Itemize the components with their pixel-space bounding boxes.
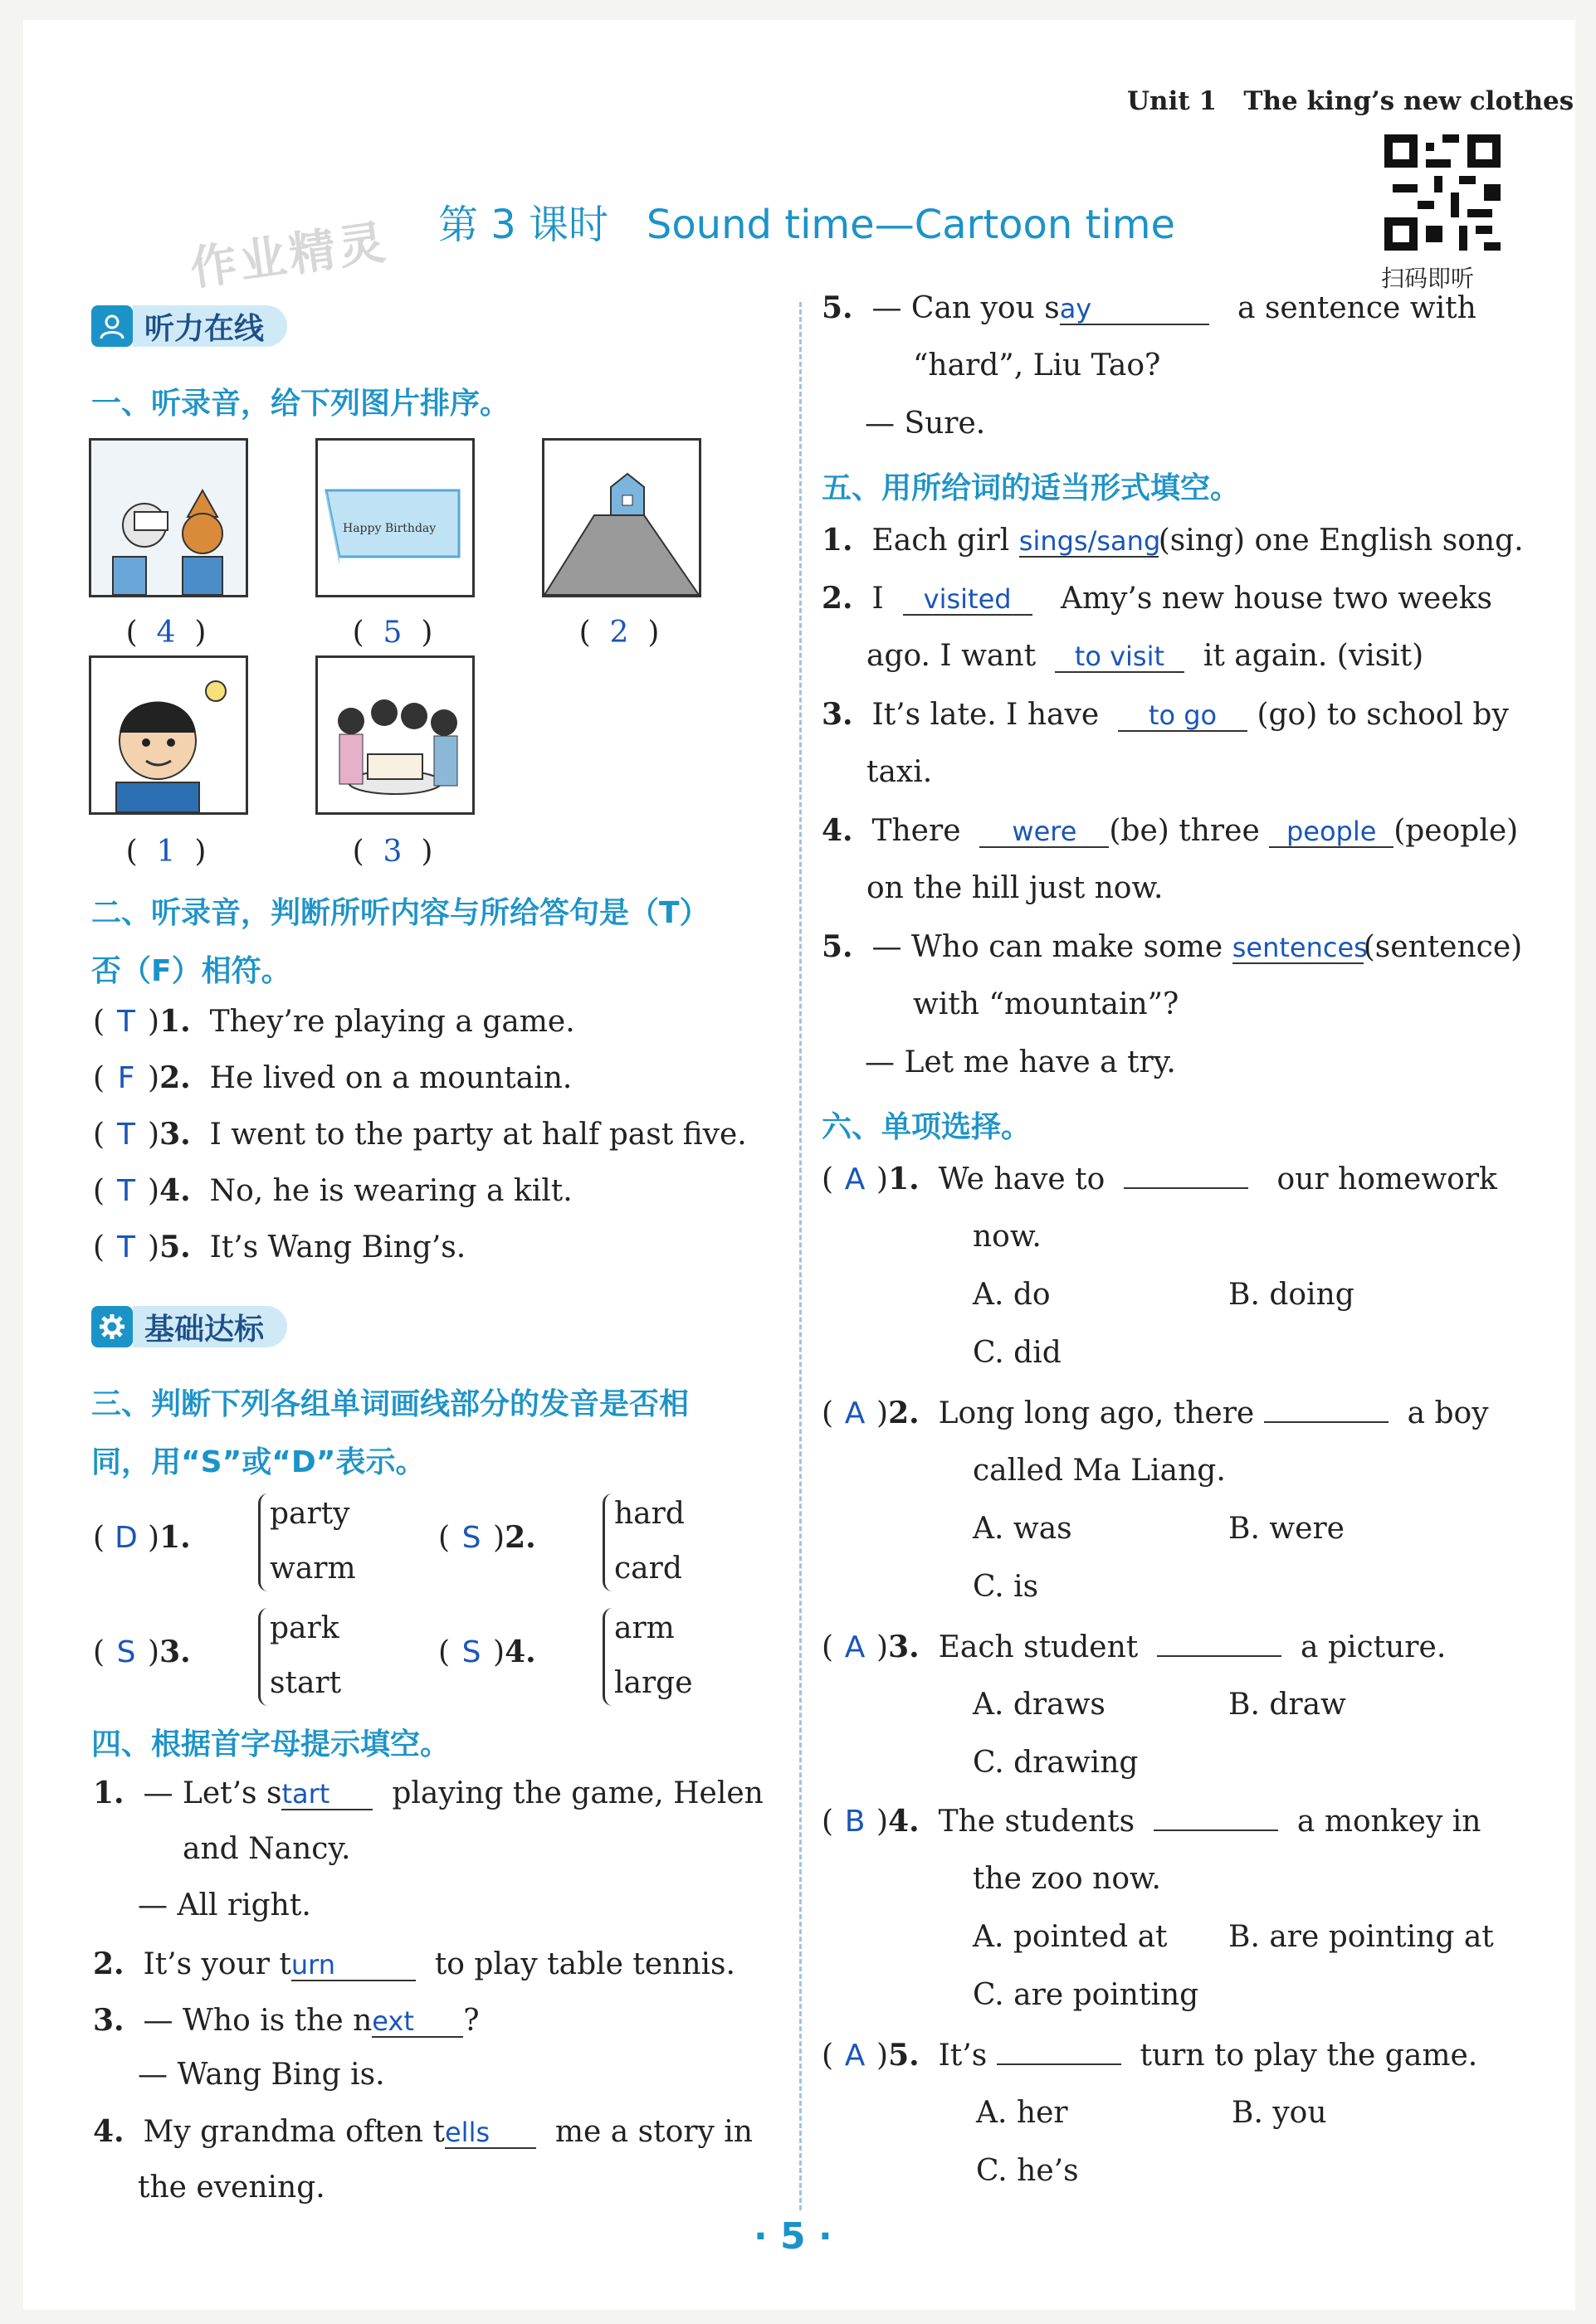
order-answer: 5 xyxy=(383,616,403,650)
item-text: our homework xyxy=(1276,1162,1497,1196)
listening-badge xyxy=(91,302,287,350)
word: arm xyxy=(614,1611,675,1645)
item-number: 4. xyxy=(505,1635,536,1669)
picture-3-answer: ( 2 ) xyxy=(578,616,660,650)
sound-answer: S xyxy=(116,1635,136,1669)
item-number: 2. xyxy=(505,1520,536,1555)
item-text: me a story in xyxy=(554,2115,753,2149)
picture-2 xyxy=(315,438,475,597)
option-b: B. doing xyxy=(1228,1278,1354,1312)
choice-item-4-line2: the zoo now. xyxy=(973,1862,1162,1896)
unit-title: The king’s new clothes xyxy=(1243,86,1574,116)
section6-title: 六、单项选择。 xyxy=(822,1110,1032,1144)
judge-item-4: ( T )4. No, he is wearing a kilt. xyxy=(93,1173,573,1208)
item-number: 5. xyxy=(159,1230,191,1264)
item-number: 1. xyxy=(93,1776,124,1810)
word-pair-2 xyxy=(603,1487,685,1596)
form-item-1 xyxy=(822,523,1524,558)
answer-blank[interactable]: ext xyxy=(372,2006,463,2038)
word-pair-3 xyxy=(258,1601,341,1711)
answer-blank[interactable]: urn xyxy=(291,1950,416,1981)
word: start xyxy=(270,1666,342,1700)
item-number: 4. xyxy=(888,1804,920,1839)
choice-answer: A xyxy=(844,1396,866,1430)
item-text: — Let’s s xyxy=(143,1776,282,1810)
word: card xyxy=(614,1552,682,1586)
answer-blank[interactable] xyxy=(1124,1187,1248,1189)
basics-label: 基础达标 xyxy=(133,1306,287,1347)
judge-answer: T xyxy=(117,1174,136,1208)
section1-title: 一、听录音，给下列图片排序。 xyxy=(91,387,510,421)
item-text: playing the game, Helen xyxy=(392,1776,764,1810)
option-b: B. you xyxy=(1232,2096,1327,2130)
item-number: 3. xyxy=(822,697,853,732)
section4-title: 四、根据首字母提示填空。 xyxy=(91,1727,451,1761)
option-c: C. did xyxy=(973,1336,1062,1370)
lesson-title xyxy=(438,192,1175,250)
fill-item-5-line2: “hard”, Liu Tao? xyxy=(913,348,1161,382)
listening-label: 听力在线 xyxy=(133,305,287,347)
word-pair-4 xyxy=(603,1601,693,1711)
judge-answer: T xyxy=(117,1230,136,1264)
fill-item-3 xyxy=(93,2003,480,2038)
item-number: 1. xyxy=(888,1162,920,1196)
item-text: ? xyxy=(463,2004,480,2038)
order-answer: 1 xyxy=(156,835,176,869)
picture-3 xyxy=(542,438,701,597)
workbook-page xyxy=(23,20,1575,2310)
choice-answer: A xyxy=(844,1630,866,1664)
sound-answer: S xyxy=(461,1521,481,1555)
word: hard xyxy=(614,1497,685,1531)
item-text: It’s late. I have xyxy=(871,698,1100,732)
answer-blank[interactable]: visited xyxy=(903,584,1032,616)
choice-item-2-line2: called Ma Liang. xyxy=(973,1454,1226,1488)
judge-answer: F xyxy=(117,1061,135,1095)
word: warm xyxy=(270,1552,356,1586)
option-a: A. do xyxy=(973,1278,1051,1312)
picture-5 xyxy=(315,655,475,815)
item-text: He lived on a mountain. xyxy=(209,1061,573,1095)
item-text: (sing) one English song. xyxy=(1158,524,1524,558)
card-text: Happy Birthday xyxy=(343,522,437,535)
form-item-2-line2 xyxy=(866,639,1423,673)
item-text: (be) three xyxy=(1109,814,1260,848)
fill-item-2 xyxy=(93,1946,735,1981)
form-item-5-line3: — Let me have a try. xyxy=(865,1045,1176,1079)
picture-2-answer: ( 5 ) xyxy=(352,616,433,650)
sound-item-1: ( D )1. xyxy=(93,1520,191,1555)
answer-blank[interactable]: tart xyxy=(281,1779,373,1810)
word: park xyxy=(270,1611,339,1645)
answer-blank[interactable]: sings/sang xyxy=(1018,525,1161,557)
lesson-name: Sound time—Cartoon time xyxy=(646,202,1176,248)
section3-title-line1: 三、判断下列各组单词画线部分的发音是否相 xyxy=(91,1387,690,1421)
answer-blank[interactable]: were xyxy=(979,816,1109,848)
item-text: a picture. xyxy=(1301,1630,1447,1664)
item-number: 4. xyxy=(93,2114,124,2149)
form-item-4-line2: on the hill just now. xyxy=(866,871,1164,905)
form-item-2 xyxy=(822,581,1492,616)
item-number: 4. xyxy=(159,1173,191,1208)
choice-item-5: ( A )5. It’s turn to play the game. xyxy=(822,2038,1478,2073)
page-number: · 5 · xyxy=(754,2215,832,2258)
item-text: (go) to school by xyxy=(1257,698,1509,732)
item-text: Long long ago, there xyxy=(938,1396,1255,1430)
unit-number: Unit 1 xyxy=(1127,86,1218,116)
fill-item-3-line2: — Wang Bing is. xyxy=(138,2058,385,2092)
judge-item-5: ( T )5. It’s Wang Bing’s. xyxy=(93,1230,466,1264)
item-text: — Who is the n xyxy=(143,2004,373,2038)
item-text: a sentence with xyxy=(1237,291,1476,325)
item-number: 4. xyxy=(822,813,853,848)
item-text: It’s your t xyxy=(143,1947,291,1981)
sound-answer: S xyxy=(461,1635,481,1669)
item-number: 2. xyxy=(93,1946,124,1981)
section5-title: 五、用所给词的适当形式填空。 xyxy=(822,471,1241,505)
option-b: B. were xyxy=(1228,1512,1345,1546)
word: party xyxy=(270,1497,350,1531)
judge-item-2: ( F )2. He lived on a mountain. xyxy=(93,1060,573,1095)
form-item-3 xyxy=(822,697,1509,732)
sound-item-3: ( S )3. xyxy=(93,1635,191,1669)
sound-item-4: ( S )4. xyxy=(438,1635,536,1669)
item-number: 1. xyxy=(822,523,853,558)
item-text: They’re playing a game. xyxy=(209,1005,575,1039)
option-c: C. are pointing xyxy=(973,1978,1199,2012)
item-number: 2. xyxy=(822,581,853,616)
fill-item-1-line2: and Nancy. xyxy=(183,1832,351,1866)
gear-icon xyxy=(91,1306,133,1347)
unit-header xyxy=(1127,86,1574,116)
option-c: C. he’s xyxy=(976,2154,1079,2188)
answer-blank[interactable]: to go xyxy=(1118,700,1247,732)
choice-answer: A xyxy=(844,1162,866,1196)
option-a: A. pointed at xyxy=(973,1920,1168,1954)
answer-blank[interactable]: to visit xyxy=(1055,641,1184,673)
section2-title-line2: 否（F）相符。 xyxy=(91,954,291,988)
option-a: A. her xyxy=(976,2096,1068,2130)
sound-answer: D xyxy=(115,1521,138,1555)
answer-blank[interactable] xyxy=(1154,1829,1278,1831)
judge-answer: T xyxy=(117,1005,136,1039)
answer-blank[interactable]: people xyxy=(1269,816,1393,848)
qr-code-icon[interactable] xyxy=(1384,134,1501,251)
item-text: We have to xyxy=(938,1162,1105,1196)
item-text: Each girl xyxy=(871,524,1010,558)
item-number: 2. xyxy=(159,1060,191,1095)
item-number: 3. xyxy=(159,1635,191,1669)
item-number: 3. xyxy=(93,2003,124,2038)
answer-blank[interactable] xyxy=(997,2063,1121,2065)
basics-badge xyxy=(91,1303,287,1351)
fill-item-1 xyxy=(93,1776,764,1810)
choice-answer: B xyxy=(844,1805,866,1839)
choice-item-4: ( B )4. The students a monkey in xyxy=(822,1804,1481,1839)
item-text: I xyxy=(871,582,884,616)
judge-item-1: ( T )1. They’re playing a game. xyxy=(93,1004,575,1039)
option-a: A. was xyxy=(973,1512,1072,1546)
item-text: Amy’s new house two weeks xyxy=(1060,582,1492,616)
item-text: There xyxy=(871,814,961,848)
item-number: 5. xyxy=(822,290,853,325)
option-b: B. are pointing at xyxy=(1228,1920,1494,1954)
item-number: 1. xyxy=(159,1004,191,1039)
item-text: (people) xyxy=(1393,814,1519,848)
option-b: B. draw xyxy=(1228,1688,1346,1722)
form-item-3-line2: taxi. xyxy=(866,755,933,789)
order-answer: 3 xyxy=(383,835,403,869)
item-text: I went to the party at half past five. xyxy=(209,1118,747,1152)
answer-blank[interactable]: ay xyxy=(1060,294,1209,325)
item-number: 1. xyxy=(159,1520,191,1555)
form-item-5 xyxy=(822,929,1522,964)
answer-blank[interactable] xyxy=(1157,1655,1281,1657)
item-text: (sentence) xyxy=(1363,930,1523,964)
answer-blank[interactable]: ells xyxy=(445,2117,536,2149)
watermark: 作业精灵 xyxy=(187,215,392,297)
item-text: It’s Wang Bing’s. xyxy=(209,1230,466,1264)
column-divider xyxy=(799,302,802,2210)
choice-answer: A xyxy=(844,2039,866,2073)
answer-blank[interactable] xyxy=(1264,1421,1389,1423)
form-item-5-line2: with “mountain”? xyxy=(913,987,1179,1021)
item-text: to play table tennis. xyxy=(434,1947,735,1981)
item-text: My grandma often t xyxy=(143,2115,445,2149)
picture-1-answer: ( 4 ) xyxy=(125,616,207,650)
item-number: 5. xyxy=(888,2038,920,2073)
item-text: The students xyxy=(938,1805,1135,1839)
form-item-4 xyxy=(822,813,1518,848)
item-text: No, he is wearing a kilt. xyxy=(209,1174,573,1208)
option-c: C. is xyxy=(973,1570,1039,1604)
choice-item-1-line2: now. xyxy=(973,1220,1042,1254)
word-pair-1 xyxy=(258,1487,356,1596)
picture-4-answer: ( 1 ) xyxy=(125,835,207,869)
qr-label: 扫码即听 xyxy=(1381,265,1475,292)
item-text: a boy xyxy=(1407,1396,1489,1430)
item-text: It’s xyxy=(938,2039,988,2073)
item-number: 2. xyxy=(888,1396,920,1430)
item-text: turn to play the game. xyxy=(1140,2039,1478,2073)
choice-item-2: ( A )2. Long long ago, there a boy xyxy=(822,1396,1489,1430)
sound-item-2: ( S )2. xyxy=(438,1520,536,1555)
lesson-number: 第 3 课时 xyxy=(438,202,609,248)
item-text: it again. (visit) xyxy=(1203,639,1424,673)
fill-item-5 xyxy=(822,290,1476,325)
judge-item-3: ( T )3. I went to the party at half past five. xyxy=(93,1117,747,1152)
section2-title-line1: 二、听录音，判断所听内容与所给答句是（T） xyxy=(91,896,710,930)
judge-answer: T xyxy=(117,1118,136,1152)
item-number: 3. xyxy=(159,1117,191,1152)
item-text: — Can you s xyxy=(871,291,1060,325)
section3-title-line2: 同，用“S”或“D”表示。 xyxy=(91,1445,426,1479)
item-text: ago. I want xyxy=(866,639,1037,673)
fill-item-4 xyxy=(93,2114,753,2149)
option-c: C. drawing xyxy=(973,1746,1139,1780)
choice-item-3: ( A )3. Each student a picture. xyxy=(822,1630,1447,1664)
order-answer: 4 xyxy=(156,616,176,650)
choice-item-1: ( A )1. We have to our homework xyxy=(822,1162,1497,1196)
picture-5-answer: ( 3 ) xyxy=(352,835,433,869)
answer-blank[interactable]: sentences xyxy=(1232,932,1368,963)
person-icon xyxy=(91,305,133,347)
fill-item-1-line3: — All right. xyxy=(138,1888,311,1922)
picture-1 xyxy=(89,438,248,597)
picture-4 xyxy=(89,655,248,815)
item-number: 3. xyxy=(888,1630,920,1664)
option-a: A. draws xyxy=(973,1688,1105,1722)
item-number: 5. xyxy=(822,929,853,964)
item-text: — Who can make some xyxy=(871,930,1223,964)
item-text: a monkey in xyxy=(1296,1805,1481,1839)
word: large xyxy=(614,1666,693,1700)
item-text: Each student xyxy=(938,1630,1139,1664)
fill-item-4-line2: the evening. xyxy=(138,2171,325,2205)
order-answer: 2 xyxy=(609,616,629,650)
fill-item-5-line3: — Sure. xyxy=(865,407,986,441)
